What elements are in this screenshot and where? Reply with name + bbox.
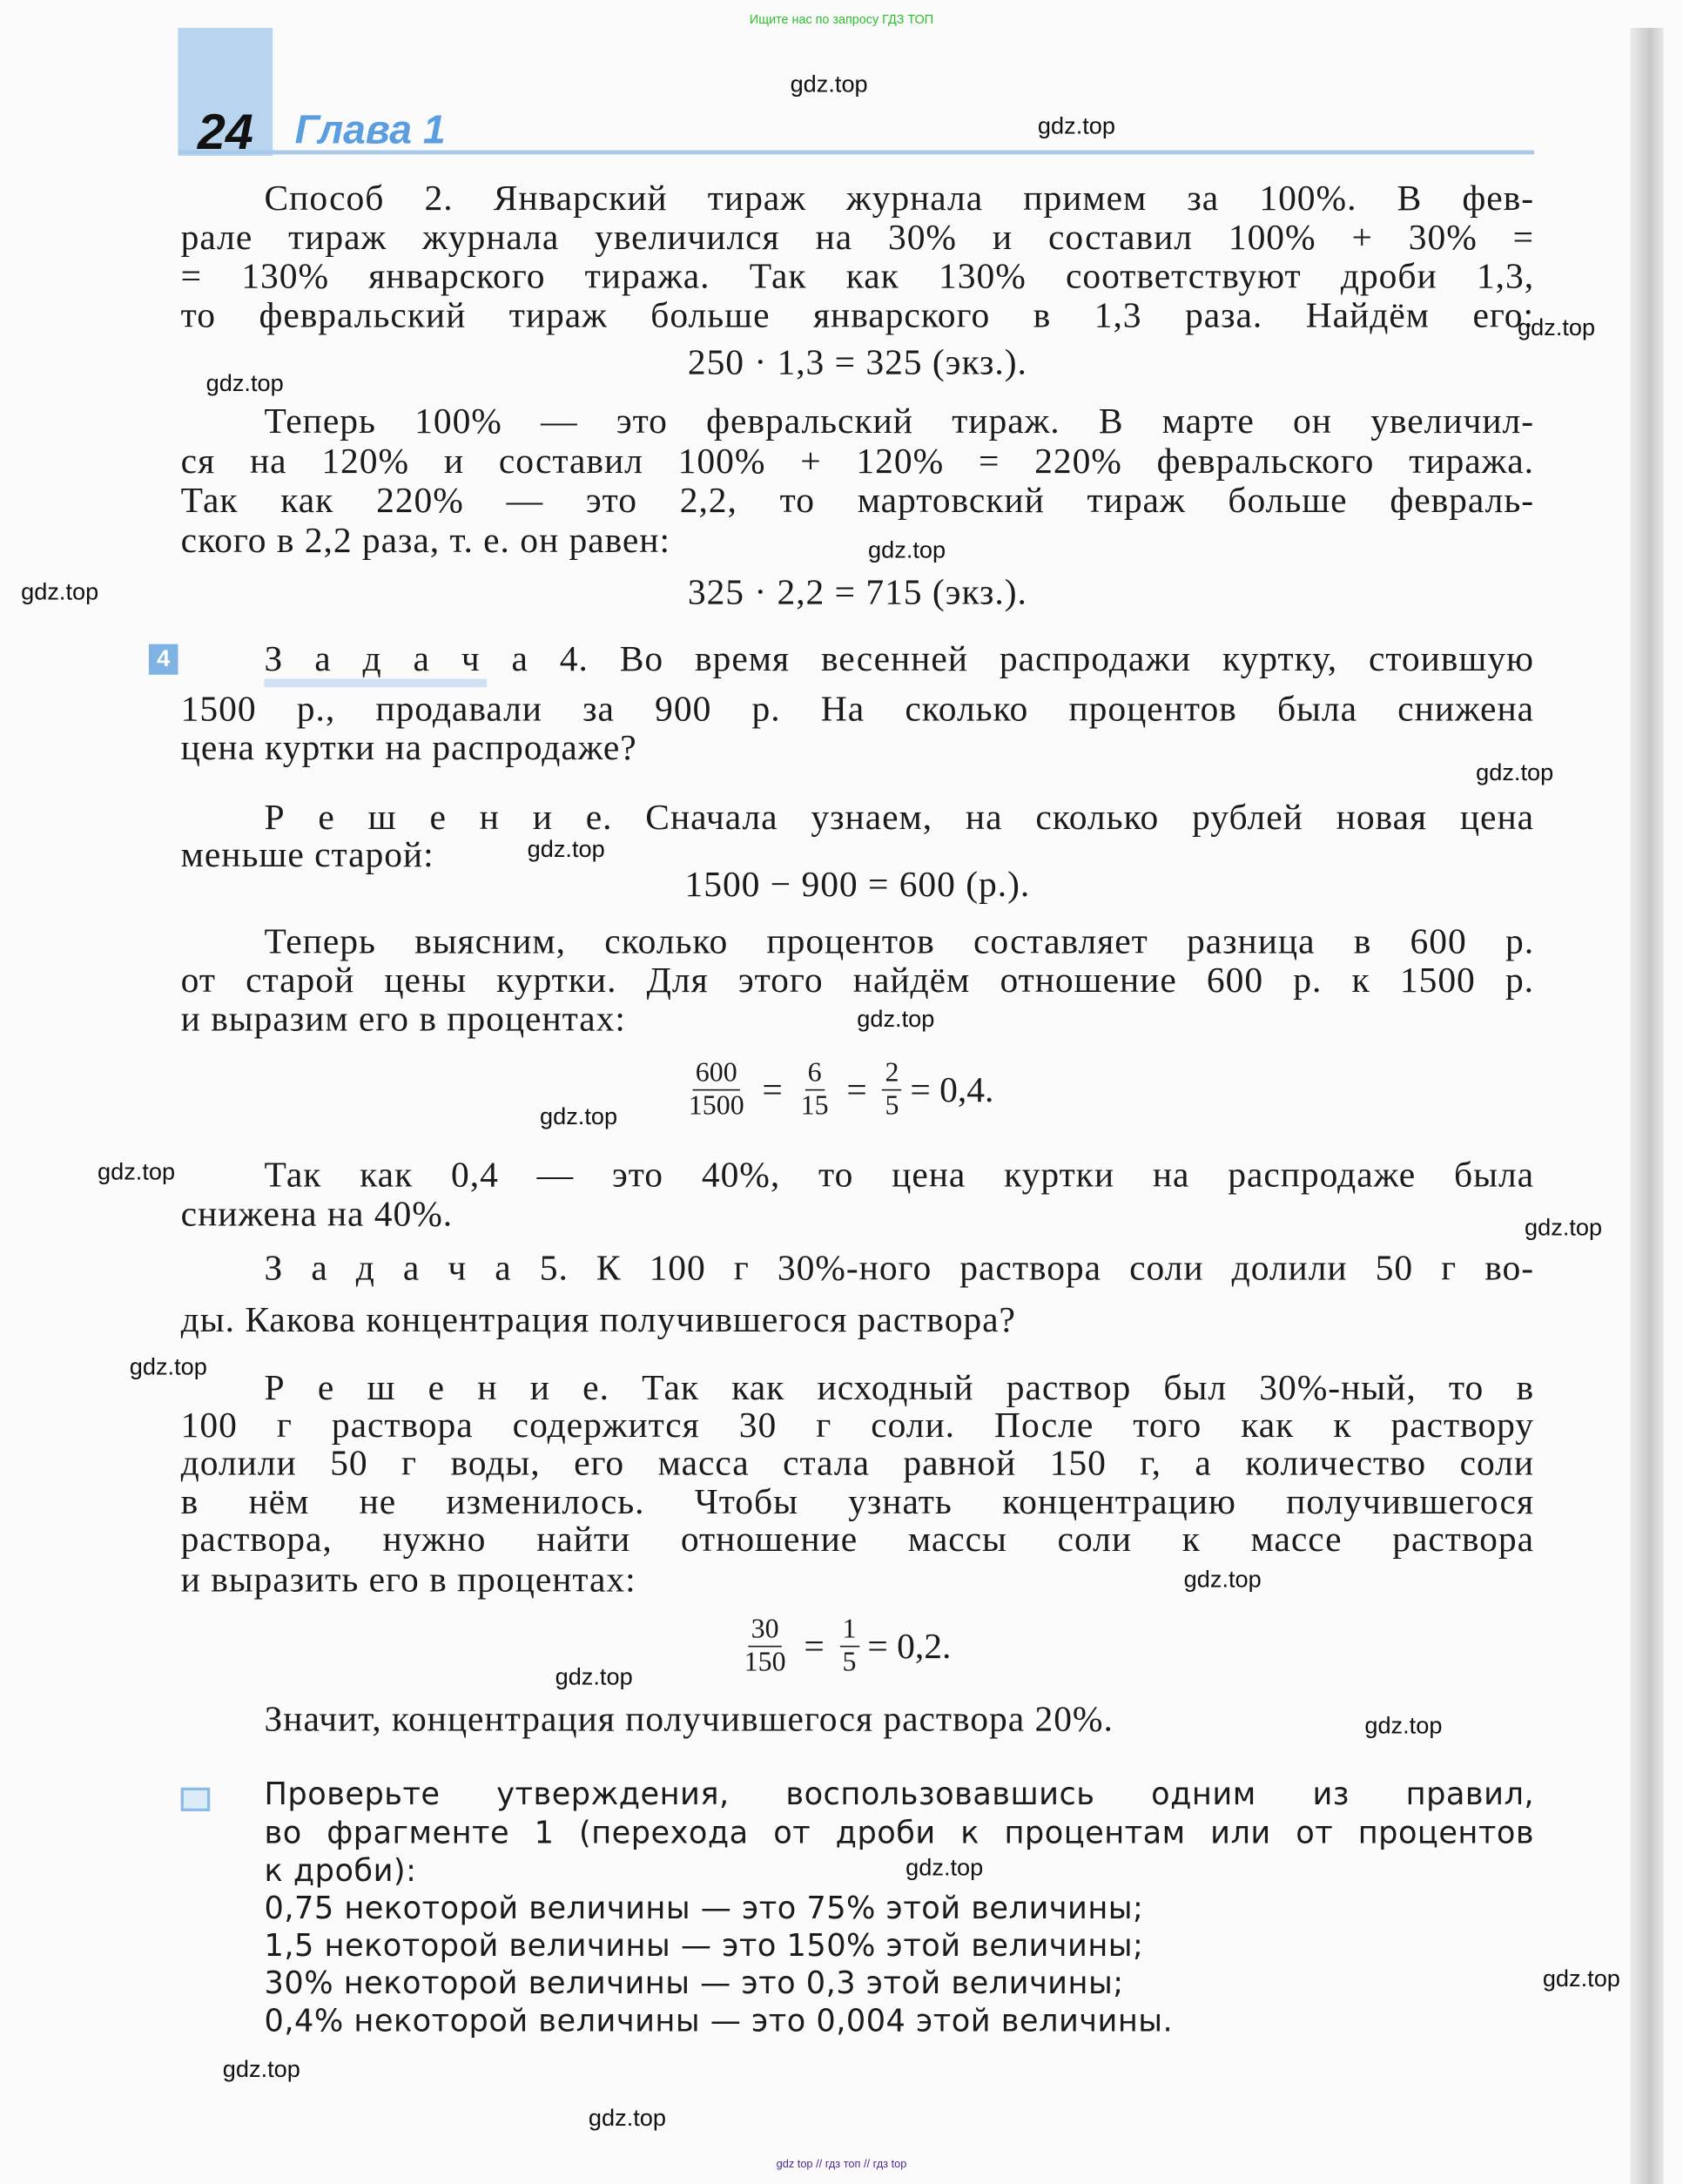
text-line: 250 · 1,3 = 325 (экз.). [687, 341, 1027, 383]
numerator: 30 [748, 1614, 781, 1647]
watermark: gdz.top [540, 1102, 618, 1130]
watermark: gdz.top [205, 369, 284, 397]
watermark: gdz.top [857, 1005, 935, 1033]
watermark: gdz.top [222, 2056, 300, 2083]
watermark: gdz.top [1364, 1712, 1443, 1739]
denominator: 5 [842, 1647, 857, 1678]
result: = 0,2. [867, 1625, 952, 1667]
text-line: Проверьте утверждения, воспользовавшись одним из правил, [264, 1777, 1535, 1813]
text-line: меньше старой: [180, 834, 434, 875]
text-line: 1,5 некоторой величины — это 150% этой величины; [264, 1929, 1144, 1965]
text-line: Так как 0,4 — это 40%, то цена куртки на распродаже была [264, 1154, 1535, 1196]
text-line: долили 50 г воды, его масса стала равной 150 г, а количество соли [180, 1442, 1535, 1483]
page-edge-shadow [1630, 28, 1663, 2184]
text-line: Способ 2. Январский тираж журнала примем за 100%. В фев- [264, 178, 1535, 219]
text-line: З а д а ч а 4. Во время весенней распродажи куртку, стоившую [264, 638, 1535, 679]
watermark: gdz.top [1542, 1965, 1620, 1992]
text-line: и выразим его в процентах: [180, 999, 626, 1040]
fraction [839, 1614, 858, 1679]
watermark: gdz.top [588, 2105, 667, 2132]
text-line: 0,75 некоторой величины — это 75% этой величины; [264, 1891, 1144, 1927]
fraction-equation-2 [733, 1614, 952, 1679]
text-line: 1500 − 900 = 600 (р.). [684, 864, 1031, 905]
fraction [798, 1057, 831, 1122]
chapter-title: Глава 1 [294, 108, 446, 153]
text-line: ся на 120% и составил 100% + 120% = 220% февральского тиража. [180, 441, 1535, 482]
top-promo-note: Ищите нас по запросу ГДЗ ТОП [749, 12, 934, 27]
text-line: ды. Какова концентрация получившегося раствора? [180, 1299, 1016, 1340]
denominator: 5 [885, 1090, 899, 1122]
text-line: Теперь выясним, сколько процентов составляет разница в 600 р. [264, 920, 1535, 961]
text-line: 30% некоторой величины — это 0,3 этой величины; [264, 1966, 1124, 2002]
denominator: 1500 [688, 1090, 744, 1122]
equals-sign: = [846, 1068, 867, 1110]
watermark: gdz.top [905, 1854, 984, 1881]
watermark: gdz.top [555, 1663, 633, 1690]
watermark: gdz.top [527, 836, 605, 863]
text-line: 1500 р., продавали за 900 р. На сколько процентов была снижена [180, 688, 1535, 730]
text-line: Р е ш е н и е. Так как исходный раствор был 30%-ный, то в [264, 1367, 1535, 1408]
text-line: раствора, нужно найти отношение массы соли к массе раствора [180, 1519, 1535, 1560]
bottom-promo-note: gdz top // гдз топ // гдз top [776, 2157, 907, 2171]
text-line: цена куртки на распродаже? [180, 727, 637, 768]
text-line: З а д а ч а 5. К 100 г 30%-ного раствора соли долили 50 г во- [264, 1247, 1535, 1289]
text-line: от старой цены куртки. Для этого найдём отношение 600 р. к 1500 р. [180, 960, 1535, 1001]
watermark: gdz.top [129, 1353, 207, 1380]
text-line: 0,4% некоторой величины — это 0,004 этой величины. [264, 2004, 1174, 2039]
equals-sign: = [762, 1068, 783, 1110]
text-line: то февральский тираж больше январского в 1,3 раза. Найдём его: [180, 294, 1535, 335]
text-line: рале тираж журнала увеличился на 30% и составил 100% + 30% = [180, 217, 1535, 258]
denominator: 15 [800, 1090, 829, 1122]
text-line: Р е ш е н и е. Сначала узнаем, на сколько рублей новая цена [264, 797, 1535, 838]
page-number: 24 [197, 103, 253, 160]
watermark: gdz.top [790, 71, 868, 98]
watermark: gdz.top [98, 1158, 176, 1186]
text-line: во фрагменте 1 (перехода от дроби к процентам или от процентов [264, 1817, 1535, 1852]
watermark: gdz.top [21, 578, 99, 605]
task-number-marker: 4 [149, 644, 178, 675]
watermark: gdz.top [1037, 112, 1116, 139]
text-line: = 130% январского тиража. Так как 130% соответствуют дроби 1,3, [180, 255, 1535, 297]
text-line: в нём не изменилось. Чтобы узнать концентрацию получившегося [180, 1481, 1535, 1522]
exercise-square-icon [181, 1788, 211, 1811]
watermark: gdz.top [1518, 314, 1596, 341]
watermark: gdz.top [1476, 759, 1554, 786]
fraction [686, 1057, 747, 1122]
numerator: 600 [693, 1057, 740, 1090]
fraction-equation-1 [677, 1057, 993, 1122]
result: = 0,4. [910, 1068, 994, 1110]
fraction [882, 1057, 901, 1122]
numerator: 6 [804, 1057, 824, 1090]
text-line: Значит, концентрация получившегося раствора 20%. [264, 1698, 1114, 1739]
watermark: gdz.top [868, 536, 946, 563]
numerator: 1 [839, 1614, 858, 1647]
denominator: 150 [744, 1647, 786, 1678]
text-line: ского в 2,2 раза, т. е. он равен: [180, 520, 670, 561]
numerator: 2 [882, 1057, 901, 1090]
text-line: Теперь 100% — это февральский тираж. В марте он увеличил- [264, 401, 1535, 442]
watermark: gdz.top [1525, 1214, 1603, 1241]
text-line: 100 г раствора содержится 30 г соли. После того как к раствору [180, 1405, 1535, 1446]
text-line: Так как 220% — это 2,2, то мартовский тираж больше февраль- [180, 480, 1535, 521]
equals-sign: = [804, 1625, 825, 1667]
text-line: и выразить его в процентах: [180, 1559, 636, 1601]
text-line: 325 · 2,2 = 715 (экз.). [687, 571, 1027, 612]
fraction [741, 1614, 788, 1679]
text-line: снижена на 40%. [180, 1193, 454, 1234]
watermark: gdz.top [1183, 1566, 1262, 1594]
text-line: к дроби): [264, 1854, 417, 1890]
